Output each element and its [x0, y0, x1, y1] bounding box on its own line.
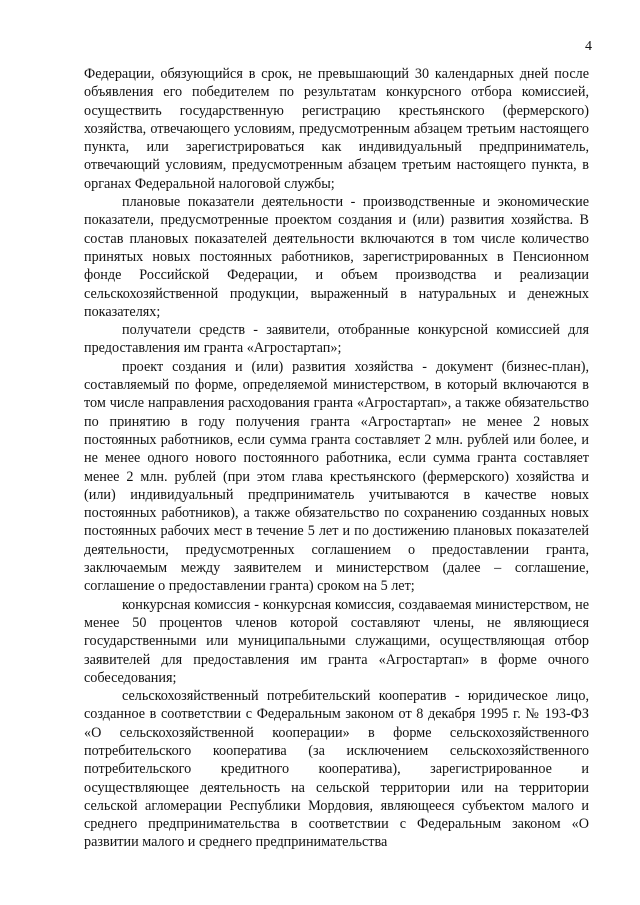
- paragraph-business-project: проект создания и (или) развития хозяйства - документ (бизнес-план), составляемый по форме, определяемой министерством, в который включаются в том числе направления расходования гранта «Агростартап», а также обязательство по принятию в году получения гранта «Агростартап» не менее 2 новых постоянных работников, если сумма гранта составляет 2 млн. рублей или более, и не менее одного нового постоянного работника, если сумма гранта составляет менее 2 млн. рублей (при этом глава крестьянского (фермерского) хозяйства и (или) индивидуальный предприниматель учитываются в качестве новых постоянных работников), а также обязательство по сохранению созданных новых постоянных рабочих мест в течение 5 лет и по достижению плановых показателей деятельности, предусмотренных соглашением о предоставлении гранта, заключаемым между заявителем и министерством (далее – соглашение, соглашение о предоставлении гранта) сроком на 5 лет;: [84, 358, 589, 595]
- paragraph-continuation: Федерации, обязующийся в срок, не превышающий 30 календарных дней после объявления его победителем по результатам конкурсного отбора комиссией, осуществить государственную регистрацию крестьянского (фермерского) хозяйства, отвечающего условиям, предусмотренным абзацем третьим настоящего пункта, или зарегистрироваться как индивидуальный предприниматель, отвечающий условиям, предусмотренным абзацем третьим настоящего пункта, в органах Федеральной налоговой службы;: [84, 66, 589, 192]
- page-number: 4: [585, 39, 592, 54]
- paragraph-planned-indicators: плановые показатели деятельности - производственные и экономические показатели, предусмотренные проектом создания и (или) развития хозяйства. В состав плановых показателей деятельности включаются в том числе количество принятых новых постоянных работников, зарегистрированных в Пенсионном фонде Российской Федерации, и объем производства и реализации сельскохозяйственной продукции, выраженный в натуральных и денежных показателях;: [84, 194, 589, 320]
- paragraph-competition-commission: конкурсная комиссия - конкурсная комиссия, создаваемая министерством, не менее 50 процентов членов которой составляют члены, не являющиеся государственными или муниципальными служащими, осуществляющая отбор заявителей для предоставления им гранта «Агростартап» в форме очного собеседования;: [84, 596, 589, 686]
- document-body: [84, 65, 589, 852]
- paragraph-cooperative: сельскохозяйственный потребительский кооператив - юридическое лицо, созданное в соответствии с Федеральным законом от 8 декабря 1995 г. № 193-ФЗ «О сельскохозяйственной кооперации» в форме сельскохозяйственного потребительского кооператива (за исключением сельскохозяйственного потребительского кредитного кооператива), зарегистрированное и осуществляющее деятельность на сельской территории или на территории сельской агломерации Республики Мордовия, являющееся субъектом малого и среднего предпринимательства в соответствии с Федеральным законом «О развитии малого и среднего предпринимательства: [84, 688, 589, 851]
- paragraph-fund-recipients: получатели средств - заявители, отобранные конкурсной комиссией для предоставления им гранта «Агростартап»;: [84, 322, 589, 357]
